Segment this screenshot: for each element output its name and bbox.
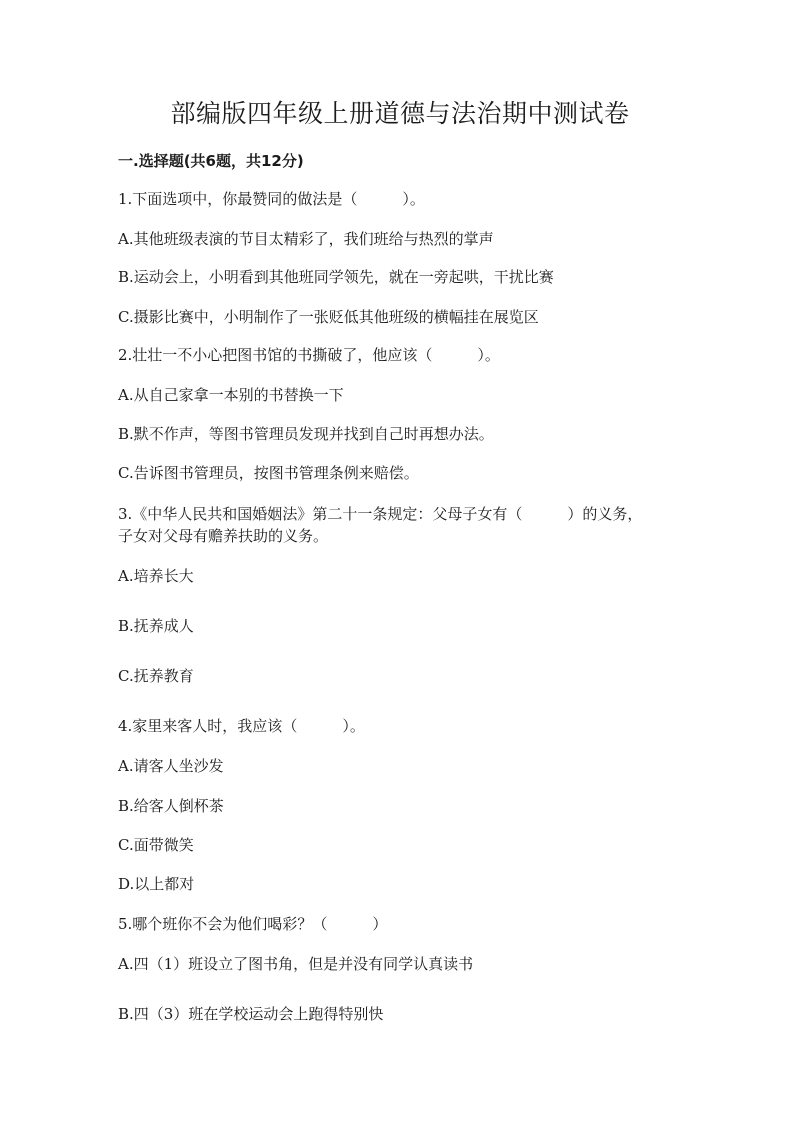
question-4-option-d: D.以上都对 <box>118 875 195 893</box>
exam-title: 部编版四年级上册道德与法治期中测试卷 <box>170 99 630 128</box>
question-1-option-b: B.运动会上，小明看到其他班同学领先，就在一旁起哄，干扰比赛 <box>118 268 554 286</box>
question-2-stem: 2.壮壮一不小心把图书馆的书撕破了，他应该（ ）。 <box>118 346 500 364</box>
question-5-option-a: A.四（1）班设立了图书角，但是并没有同学认真读书 <box>118 955 474 973</box>
question-4-option-a: A.请客人坐沙发 <box>118 757 224 775</box>
question-3-option-c: C.抚养教育 <box>118 667 194 685</box>
question-5-option-b: B.四（3）班在学校运动会上跑得特别快 <box>118 1005 384 1023</box>
question-2-option-b: B.默不作声，等图书管理员发现并找到自己时再想办法。 <box>118 425 494 443</box>
question-1-option-c: C.摄影比赛中，小明制作了一张贬低其他班级的横幅挂在展览区 <box>118 308 539 326</box>
question-4-option-b: B.给客人倒杯茶 <box>118 797 224 815</box>
question-3-stem-line-1: 3.《中华人民共和国婚姻法》第二十一条规定：父母子女有（ ）的义务， <box>118 505 643 523</box>
question-3-option-b: B.抚养成人 <box>118 617 194 635</box>
question-4-option-c: C.面带微笑 <box>118 836 194 854</box>
question-1-option-a: A.其他班级表演的节目太精彩了，我们班给与热烈的掌声 <box>118 230 494 248</box>
question-4-stem: 4.家里来客人时，我应该（ ）。 <box>118 717 365 735</box>
question-5-stem: 5.哪个班你不会为他们喝彩？（ ） <box>118 915 388 933</box>
question-2-option-a: A.从自己家拿一本别的书替换一下 <box>118 386 344 404</box>
section-heading: 一.选择题(共6题，共12分) <box>118 152 304 170</box>
question-3-stem-line-2: 子女对父母有赡养扶助的义务。 <box>118 527 329 545</box>
question-3-option-a: A.培养长大 <box>118 567 194 585</box>
question-2-option-c: C.告诉图书管理员，按图书管理条例来赔偿。 <box>118 464 419 482</box>
question-1-stem: 1.下面选项中，你最赞同的做法是（ ）。 <box>118 190 425 208</box>
